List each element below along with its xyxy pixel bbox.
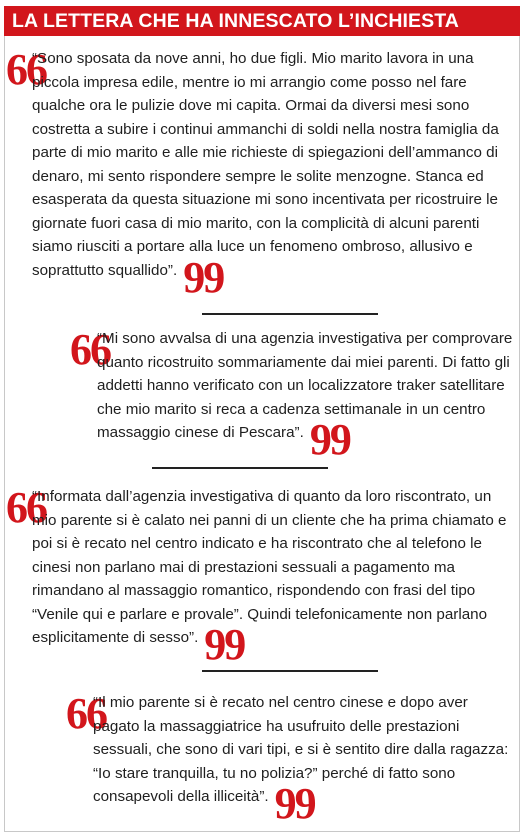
quote-block-3 <box>32 485 518 669</box>
open-quote-icon: 66 <box>70 325 110 374</box>
close-quote-icon: 99 <box>204 620 245 669</box>
open-quote-icon: 66 <box>6 483 46 532</box>
close-quote-icon: 99 <box>309 415 350 464</box>
quote-text: “Sono sposata da nove anni, ho due figli. Mio marito lavora in una piccola impresa edile, mentre io mi arrangio come posso nel fare qualche ora le pulizie dove mi capita. Ormai da diversi mesi sono costretta a subire i continui ammanchi di soldi nella nostra famiglia da parte di mio marito e alle mie richieste di spiegazioni dell’ammanco di denaro, mi sento rispondere sempre le solite menzogne. Stanca ed esasperata da questa situazione mi sono incentivata per ricostruire le giornate fuori casa di mio marito, con la complicità di alcuni parenti siamo riusciti a portare alla luce un fenomeno ombroso, allusivo e soprattutto squallido”. <box>32 50 499 279</box>
quote-text: “Informata dall’agenzia investigativa di quanto da loro riscontrato, un mio parente si è calato nei panni di un cliente che ha prima chiamato e poi si è recato nel centro indicato e ha riscontrato che al telefono le cinesi non parlano mai di prestazioni sessuali a pagamento ma rimandano al massaggio romantico, rispondendo con frasi del tipo “Venile qui e parlare e provale”. Quindi telefonicamente non parlano esplicitamente di sesso”. <box>32 488 507 646</box>
open-quote-icon: 66 <box>6 45 46 94</box>
header-title: LA LETTERA CHE HA INNESCATO L’INCHIESTA <box>4 6 520 36</box>
quote-block-1 <box>32 47 518 302</box>
close-quote-icon: 99 <box>183 252 224 302</box>
quote-text: “Il mio parente si è recato nel centro cinese e dopo aver pagato la massaggiatrice ha usufruito delle prestazioni sessuali, che sono di vari tipi, e si è sentito dire dalla ragazza: “Io stare tranquilla, tu no polizia?” perché di fatto sono consapevoli della illiceità”. <box>93 694 509 805</box>
quote-block-2 <box>97 327 515 464</box>
close-quote-icon: 99 <box>274 779 315 828</box>
divider <box>152 467 328 469</box>
quote-block-4 <box>93 691 513 828</box>
divider <box>202 313 378 315</box>
quote-text: “Mi sono avvalsa di una agenzia investigativa per comprovare quanto ricostruito sommariamente dai miei parenti. Di fatto gli addetti hanno verificato con un localizzatore traker satellitare che mio marito si reca a cadenza settimanale in un centro massaggio cinese di Pescara”. <box>97 330 513 441</box>
divider <box>202 670 378 672</box>
open-quote-icon: 66 <box>66 689 106 738</box>
